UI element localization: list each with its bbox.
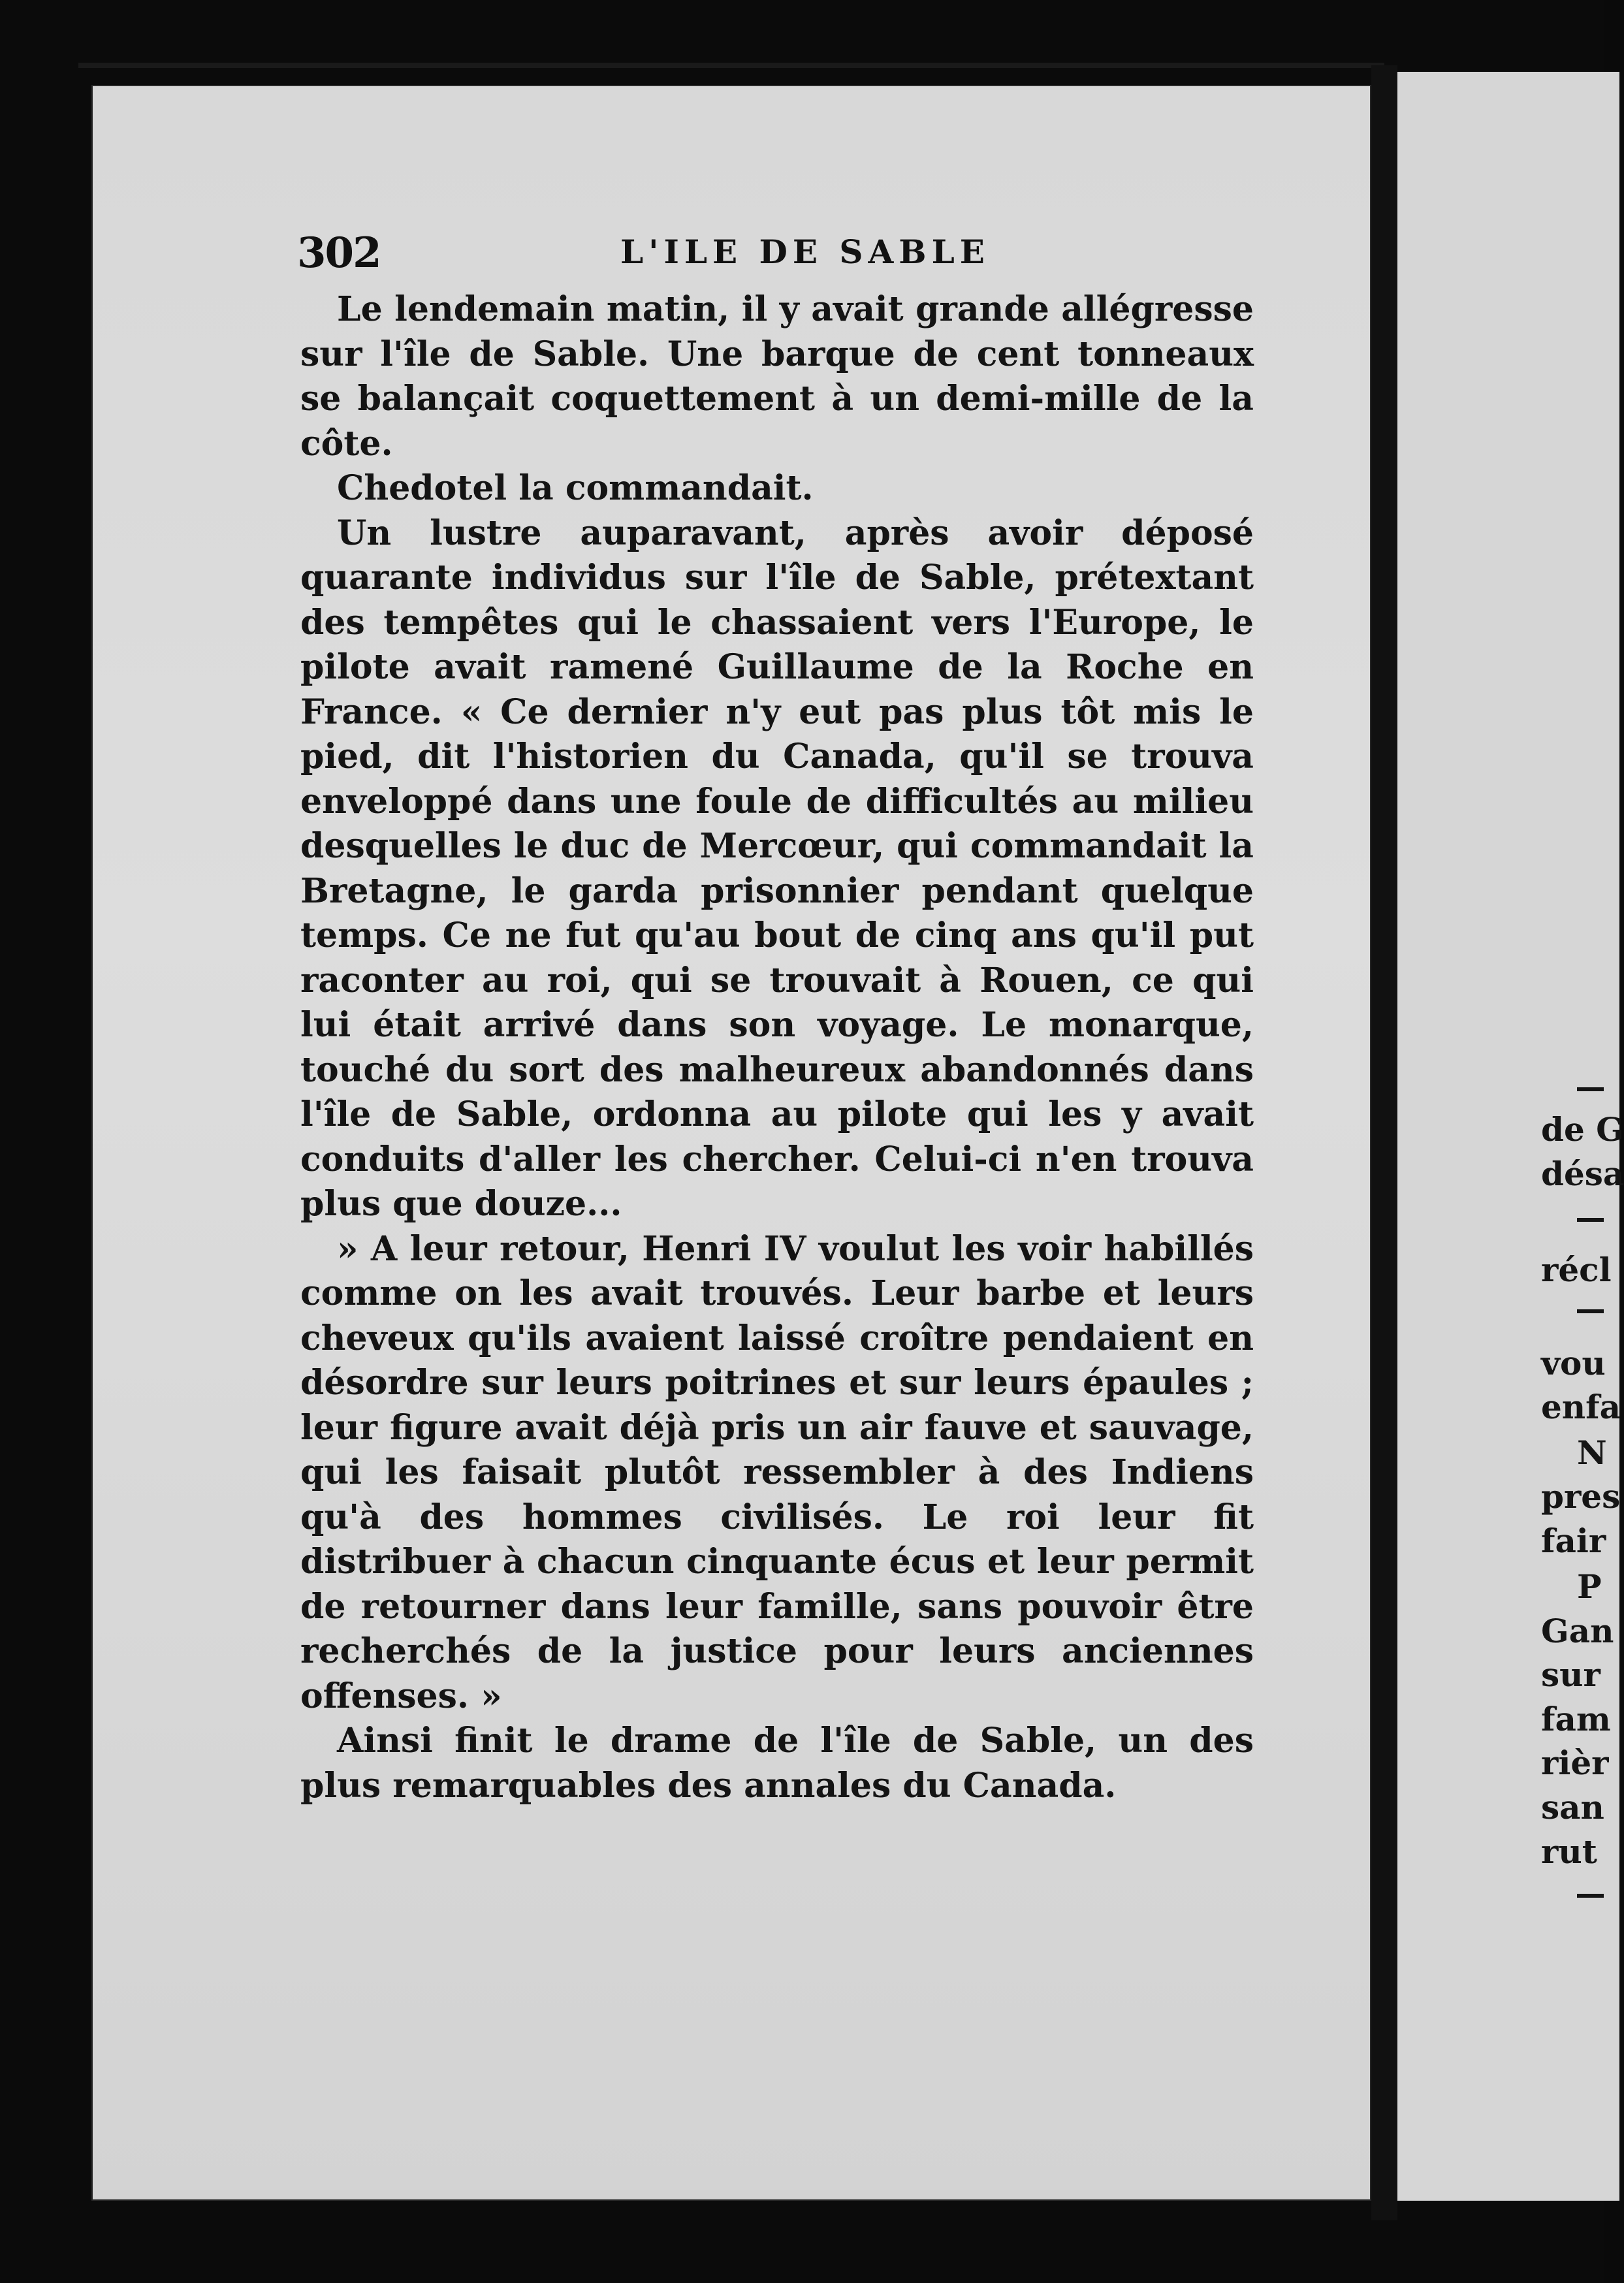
facing-page-fragment: P (1577, 1567, 1602, 1606)
facing-page-fragment: pres (1541, 1477, 1621, 1516)
paragraph: » A leur retour, Henri IV voulut les voir habillés comme on les avait trouvés. Leur barbe et leurs cheveux qu'ils avaient laissé croître pendaient en désordre sur leurs poitrines et sur leurs épaules ; leur figure avait déjà pris un air fauve et sauvage, qui les faisait plutôt ressembler à des Indiens qu'à des hommes civilisés. Le roi leur fit distribuer à chacun cinquante écus et leur permit de retourner dans leur famille, sans pouvoir être recherchés de la justice pour leurs anciennes offenses. » (300, 1228, 1254, 1716)
paragraph: Ainsi finit le drame de l'île de Sable, un des plus remarquables des annales du Canada. (300, 1721, 1254, 1806)
facing-page-fragment: fair (1541, 1522, 1606, 1560)
facing-page-fragment: N (1577, 1433, 1607, 1472)
facing-page-fragment: sur (1541, 1655, 1600, 1694)
paragraph: Chedotel la commandait. (337, 468, 814, 508)
facing-page-fragment: récl (1541, 1251, 1612, 1289)
running-title: L'ILE DE SABLE (620, 232, 990, 271)
facing-page-fragment: de G (1541, 1110, 1624, 1149)
facing-page-fragment: vou (1541, 1344, 1606, 1382)
facing-page-fragment: fam (1541, 1700, 1611, 1738)
paragraph: Un lustre auparavant, après avoir déposé quarante individus sur l'île de Sable, prétextant des tempêtes qui le chassaient vers l'Europe, le pilote avait ramené Guillaume de la Roche en France. « Ce dernier n'y eut pas plus tôt mis le pied, dit l'historien du Canada, qu'il se trouva enveloppé dans une foule de difficultés au milieu desquelles le duc de Mercœur, qui commandait la Bretagne, le garda prisonnier pendant quelque temps. Ce ne fut qu'au bout de cinq ans qu'il put raconter au roi, qui se trouvait à Rouen, ce qui lui était arrivé dans son voyage. Le monarque, touché du sort des malheureux abandonnés dans l'île de Sable, ordonna au pilote qui les y avait conduits d'aller les chercher. Celui-ci n'en trouva plus que douze... (300, 513, 1254, 1224)
page-gutter (1371, 65, 1397, 2220)
facing-page-dash (1577, 1894, 1604, 1898)
facing-page-dash (1577, 1218, 1604, 1222)
paragraph: Le lendemain matin, il y avait grande allégresse sur l'île de Sable. Une barque de cent tonneaux se balançait coquettement à un demi-mille de la côte. (300, 289, 1254, 464)
scan-top-edge (78, 63, 1384, 68)
page-number: 302 (297, 229, 381, 278)
facing-page-dash (1577, 1309, 1604, 1313)
facing-page-fragment: désa (1541, 1155, 1624, 1193)
facing-page-fragment: Gan (1541, 1612, 1614, 1650)
facing-page-fragment: rièr (1541, 1744, 1609, 1782)
page-body (300, 287, 1254, 1808)
facing-page-dash (1577, 1087, 1604, 1091)
facing-page-fragment: enfa (1541, 1388, 1621, 1426)
page-header (287, 229, 1267, 281)
facing-page-fragment: san (1541, 1788, 1604, 1827)
facing-page-fragment: rut (1541, 1832, 1597, 1871)
